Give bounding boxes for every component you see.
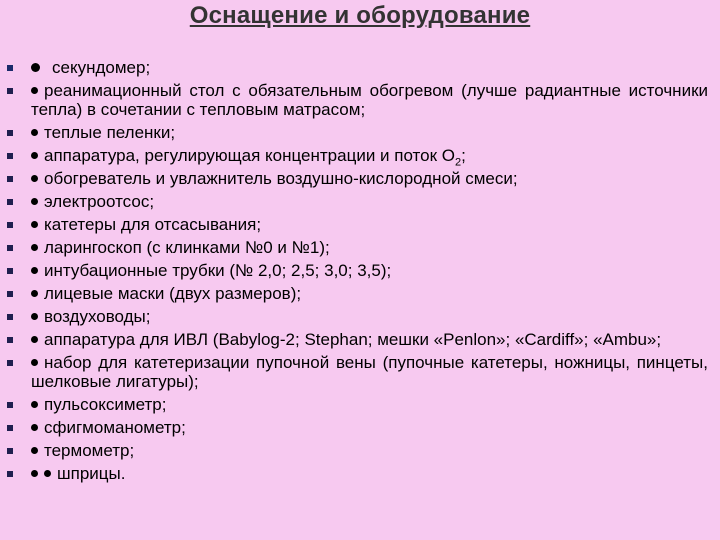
- square-bullet-icon: [7, 222, 13, 228]
- round-bullet-icon: [31, 221, 38, 228]
- round-bullet-icon: [31, 198, 38, 205]
- list-item: [0, 238, 720, 257]
- round-bullet-icon: [31, 63, 40, 72]
- square-bullet-icon: [7, 471, 13, 477]
- square-bullet-icon: [7, 448, 13, 454]
- item-text: реанимационный стол с обязательным обогревом (лучше радиантные источники тепла) в сочетании с тепловым матрасом;: [31, 81, 708, 119]
- list-item: [0, 261, 720, 280]
- square-bullet-icon: [7, 153, 13, 159]
- list-item: [0, 307, 720, 326]
- round-bullet-icon: [31, 290, 38, 297]
- round-bullet-icon: [31, 447, 38, 454]
- item-text: секундомер;: [52, 58, 151, 77]
- list-item: [0, 353, 720, 391]
- square-bullet-icon: [7, 88, 13, 94]
- item-text: аппаратура для ИВЛ (Babylog-2; Stephan; мешки «Penlon»; «Cardiff»; «Ambu»;: [44, 330, 662, 349]
- item-text: сфигмоманометр;: [44, 418, 186, 437]
- list-item: [0, 169, 720, 188]
- round-bullet-icon: [44, 470, 51, 477]
- item-text: ларингоскоп (с клинками №0 и №1);: [44, 238, 330, 257]
- item-text: шприцы.: [57, 464, 126, 483]
- square-bullet-icon: [7, 425, 13, 431]
- item-text: лицевые маски (двух размеров);: [44, 284, 302, 303]
- item-text: пульсоксиметр;: [44, 395, 167, 414]
- list-item: [0, 58, 720, 77]
- square-bullet-icon: [7, 245, 13, 251]
- list-item: [0, 284, 720, 303]
- list-item: [0, 330, 720, 349]
- round-bullet-icon: [31, 401, 38, 408]
- round-bullet-icon: [31, 424, 38, 431]
- list-item: [0, 146, 720, 169]
- item-text: аппаратура, регулирующая концентрации и поток O: [44, 146, 455, 165]
- square-bullet-icon: [7, 65, 13, 71]
- item-text: электроотсос;: [44, 192, 155, 211]
- slide-title: Оснащение и оборудование: [189, 2, 531, 29]
- square-bullet-icon: [7, 268, 13, 274]
- item-text: термометр;: [44, 441, 135, 460]
- list-item: [0, 192, 720, 211]
- item-text: обогреватель и увлажнитель воздушно-кислородной смеси;: [44, 169, 518, 188]
- list-item: [0, 215, 720, 234]
- round-bullet-icon: [31, 244, 38, 251]
- list-item: [0, 441, 720, 460]
- square-bullet-icon: [7, 360, 13, 366]
- list-item: [0, 418, 720, 437]
- round-bullet-icon: [31, 152, 38, 159]
- item-text-tail: ;: [461, 146, 466, 165]
- item-text: воздуховоды;: [44, 307, 151, 326]
- square-bullet-icon: [7, 314, 13, 320]
- subscript: 2: [454, 156, 462, 169]
- round-bullet-icon: [31, 267, 38, 274]
- square-bullet-icon: [7, 199, 13, 205]
- list-item: [0, 123, 720, 142]
- list-item: [0, 464, 720, 483]
- square-bullet-icon: [7, 130, 13, 136]
- square-bullet-icon: [7, 291, 13, 297]
- round-bullet-icon: [31, 336, 38, 343]
- round-bullet-icon: [31, 313, 38, 320]
- square-bullet-icon: [7, 402, 13, 408]
- round-bullet-icon: [31, 87, 38, 94]
- equipment-list: [0, 58, 720, 487]
- list-item: [0, 395, 720, 414]
- round-bullet-icon: [31, 470, 38, 477]
- item-text: катетеры для отсасывания;: [44, 215, 262, 234]
- list-item: [0, 81, 720, 119]
- round-bullet-icon: [31, 359, 38, 366]
- item-text: интубационные трубки (№ 2,0; 2,5; 3,0; 3,5);: [44, 261, 392, 280]
- item-text: набор для катетеризации пупочной вены (пупочные катетеры, ножницы, пинцеты, шелковые лигатуры);: [31, 353, 708, 391]
- item-text: теплые пеленки;: [44, 123, 176, 142]
- round-bullet-icon: [31, 129, 38, 136]
- square-bullet-icon: [7, 337, 13, 343]
- round-bullet-icon: [31, 175, 38, 182]
- square-bullet-icon: [7, 176, 13, 182]
